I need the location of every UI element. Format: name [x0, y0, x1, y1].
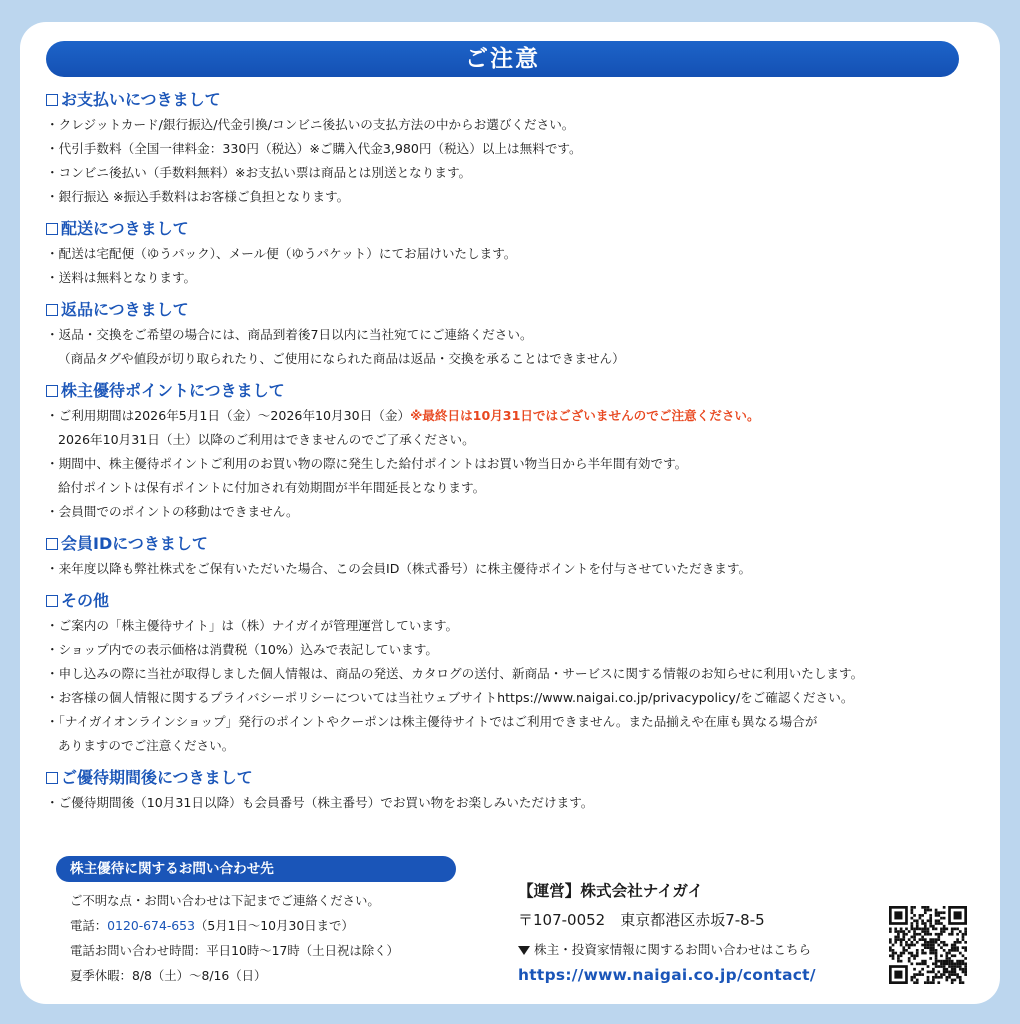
- section-heading: 返品につきまして: [61, 300, 189, 319]
- phone-number-link[interactable]: 0120-674-653: [107, 918, 195, 933]
- list-item: ・ご案内の「株主優待サイト」は（株）ナイガイが管理運営しています。: [46, 618, 459, 633]
- page-title: ご注意: [46, 41, 959, 77]
- contact-hours: 電話お問い合わせ時間：平日10時～17時（土日祝は除く）: [70, 943, 399, 958]
- list-item: ありますのでご注意ください。: [58, 738, 235, 753]
- list-item: ・お客様の個人情報に関するプライバシーポリシーについては当社ウェブサイトhttps://www.naigai.co.jp/privacypolicy/をご確認ください。: [46, 690, 854, 705]
- list-item: 給付ポイントは保有ポイントに付加され有効期間が半年間延長となります。: [58, 480, 486, 495]
- list-item: ・会員間でのポイントの移動はできません。: [46, 504, 299, 519]
- list-item: ・期間中、株主優待ポイントご利用のお買い物の際に発生した給付ポイントはお買い物当日から半年間有効です。: [46, 456, 688, 471]
- checkbox-icon: [46, 538, 58, 550]
- list-item: ・クレジットカード/銀行振込/代金引換/コンビニ後払いの支払方法の中からお選びください。: [46, 117, 575, 132]
- section-delivery: [46, 218, 986, 290]
- checkbox-icon: [46, 223, 58, 235]
- section-heading: お支払いにつきまして: [61, 90, 221, 109]
- contact-holiday: 夏季休暇：8/8（土）～8/16（日）: [70, 968, 267, 983]
- contact-phone-line: [70, 913, 490, 938]
- phone-hours: （5月1日～10月30日まで）: [194, 918, 354, 933]
- list-item: ・ショップ内での表示価格は消費税（10%）込みで表記しています。: [46, 642, 438, 657]
- list-item: ・ご優待期間後（10月31日以降）も会員番号（株主番号）でお買い物をお楽しみいただけます。: [46, 795, 594, 810]
- contact-intro: ご不明な点・お問い合わせは下記までご連絡ください。: [70, 893, 380, 908]
- section-member-id: [46, 533, 986, 581]
- section-heading: 会員IDにつきまして: [61, 534, 208, 553]
- contact-heading: 株主優待に関するお問い合わせ先: [56, 856, 456, 882]
- notice-card: [20, 22, 1000, 1004]
- checkbox-icon: [46, 772, 58, 784]
- section-points: [46, 380, 986, 524]
- company-address: 〒107-0052 東京都港区赤坂7-8-5: [518, 911, 765, 929]
- contact-url-link[interactable]: https://www.naigai.co.jp/contact/: [518, 966, 816, 984]
- checkbox-icon: [46, 304, 58, 316]
- list-item: ・返品・交換をご希望の場合には、商品到着後7日以内に当社宛てにご連絡ください。: [46, 327, 533, 342]
- warning-note: ※最終日は10月31日ではございませんのでご注意ください。: [410, 408, 760, 423]
- section-heading: その他: [61, 591, 110, 610]
- section-other: [46, 590, 986, 758]
- section-after-period: [46, 767, 986, 815]
- triangle-down-icon: [518, 946, 530, 955]
- section-payment: [46, 89, 986, 209]
- list-item: ・コンビニ後払い（手数料無料）※お支払い票は商品とは別送となります。: [46, 165, 472, 180]
- section-heading: 株主優待ポイントにつきまして: [61, 381, 285, 400]
- company-info: [518, 878, 878, 988]
- company-name: 【運営】株式会社ナイガイ: [518, 882, 704, 900]
- list-item: ・銀行振込 ※振込手数料はお客様ご負担となります。: [46, 189, 350, 204]
- list-item: （商品タグや値段が切り取られたり、ご使用になられた商品は返品・交換を承ることはできません）: [58, 351, 625, 366]
- section-returns: [46, 299, 986, 371]
- contact-details: [70, 888, 490, 988]
- list-item: 2026年10月31日（土）以降のご利用はできませんのでご了承ください。: [58, 432, 475, 447]
- checkbox-icon: [46, 94, 58, 106]
- section-heading: ご優待期間後につきまして: [61, 768, 253, 787]
- list-item: ・代引手数料（全国一律料金：330円（税込）※ご購入代金3,980円（税込）以上は無料です。: [46, 141, 582, 156]
- phone-label: 電話：: [70, 918, 108, 933]
- usage-period: ・ご利用期間は2026年5月1日（金）～2026年10月30日（金）: [46, 408, 411, 423]
- qr-code-icon[interactable]: [888, 906, 968, 984]
- list-item: ・配送は宅配便（ゆうパック）、メール便（ゆうパケット）にてお届けいたします。: [46, 246, 517, 261]
- investor-note: 株主・投資家情報に関するお問い合わせはこちら: [534, 942, 812, 957]
- list-item: ・「ナイガイオンラインショップ」発行のポイントやクーポンは株主優待サイトではご利用できません。また品揃えや在庫も異なる場合が: [46, 714, 818, 729]
- section-heading: 配送につきまして: [61, 219, 189, 238]
- list-item: ・来年度以降も弊社株式をご保有いただいた場合、この会員ID（株式番号）に株主優待ポイントを付与させていただきます。: [46, 561, 752, 576]
- list-item: [46, 404, 986, 428]
- checkbox-icon: [46, 385, 58, 397]
- notice-sections: [46, 89, 986, 824]
- list-item: ・送料は無料となります。: [46, 270, 197, 285]
- checkbox-icon: [46, 595, 58, 607]
- list-item: ・申し込みの際に当社が取得しました個人情報は、商品の発送、カタログの送付、新商品・サービスに関する情報のお知らせに利用いたします。: [46, 666, 864, 681]
